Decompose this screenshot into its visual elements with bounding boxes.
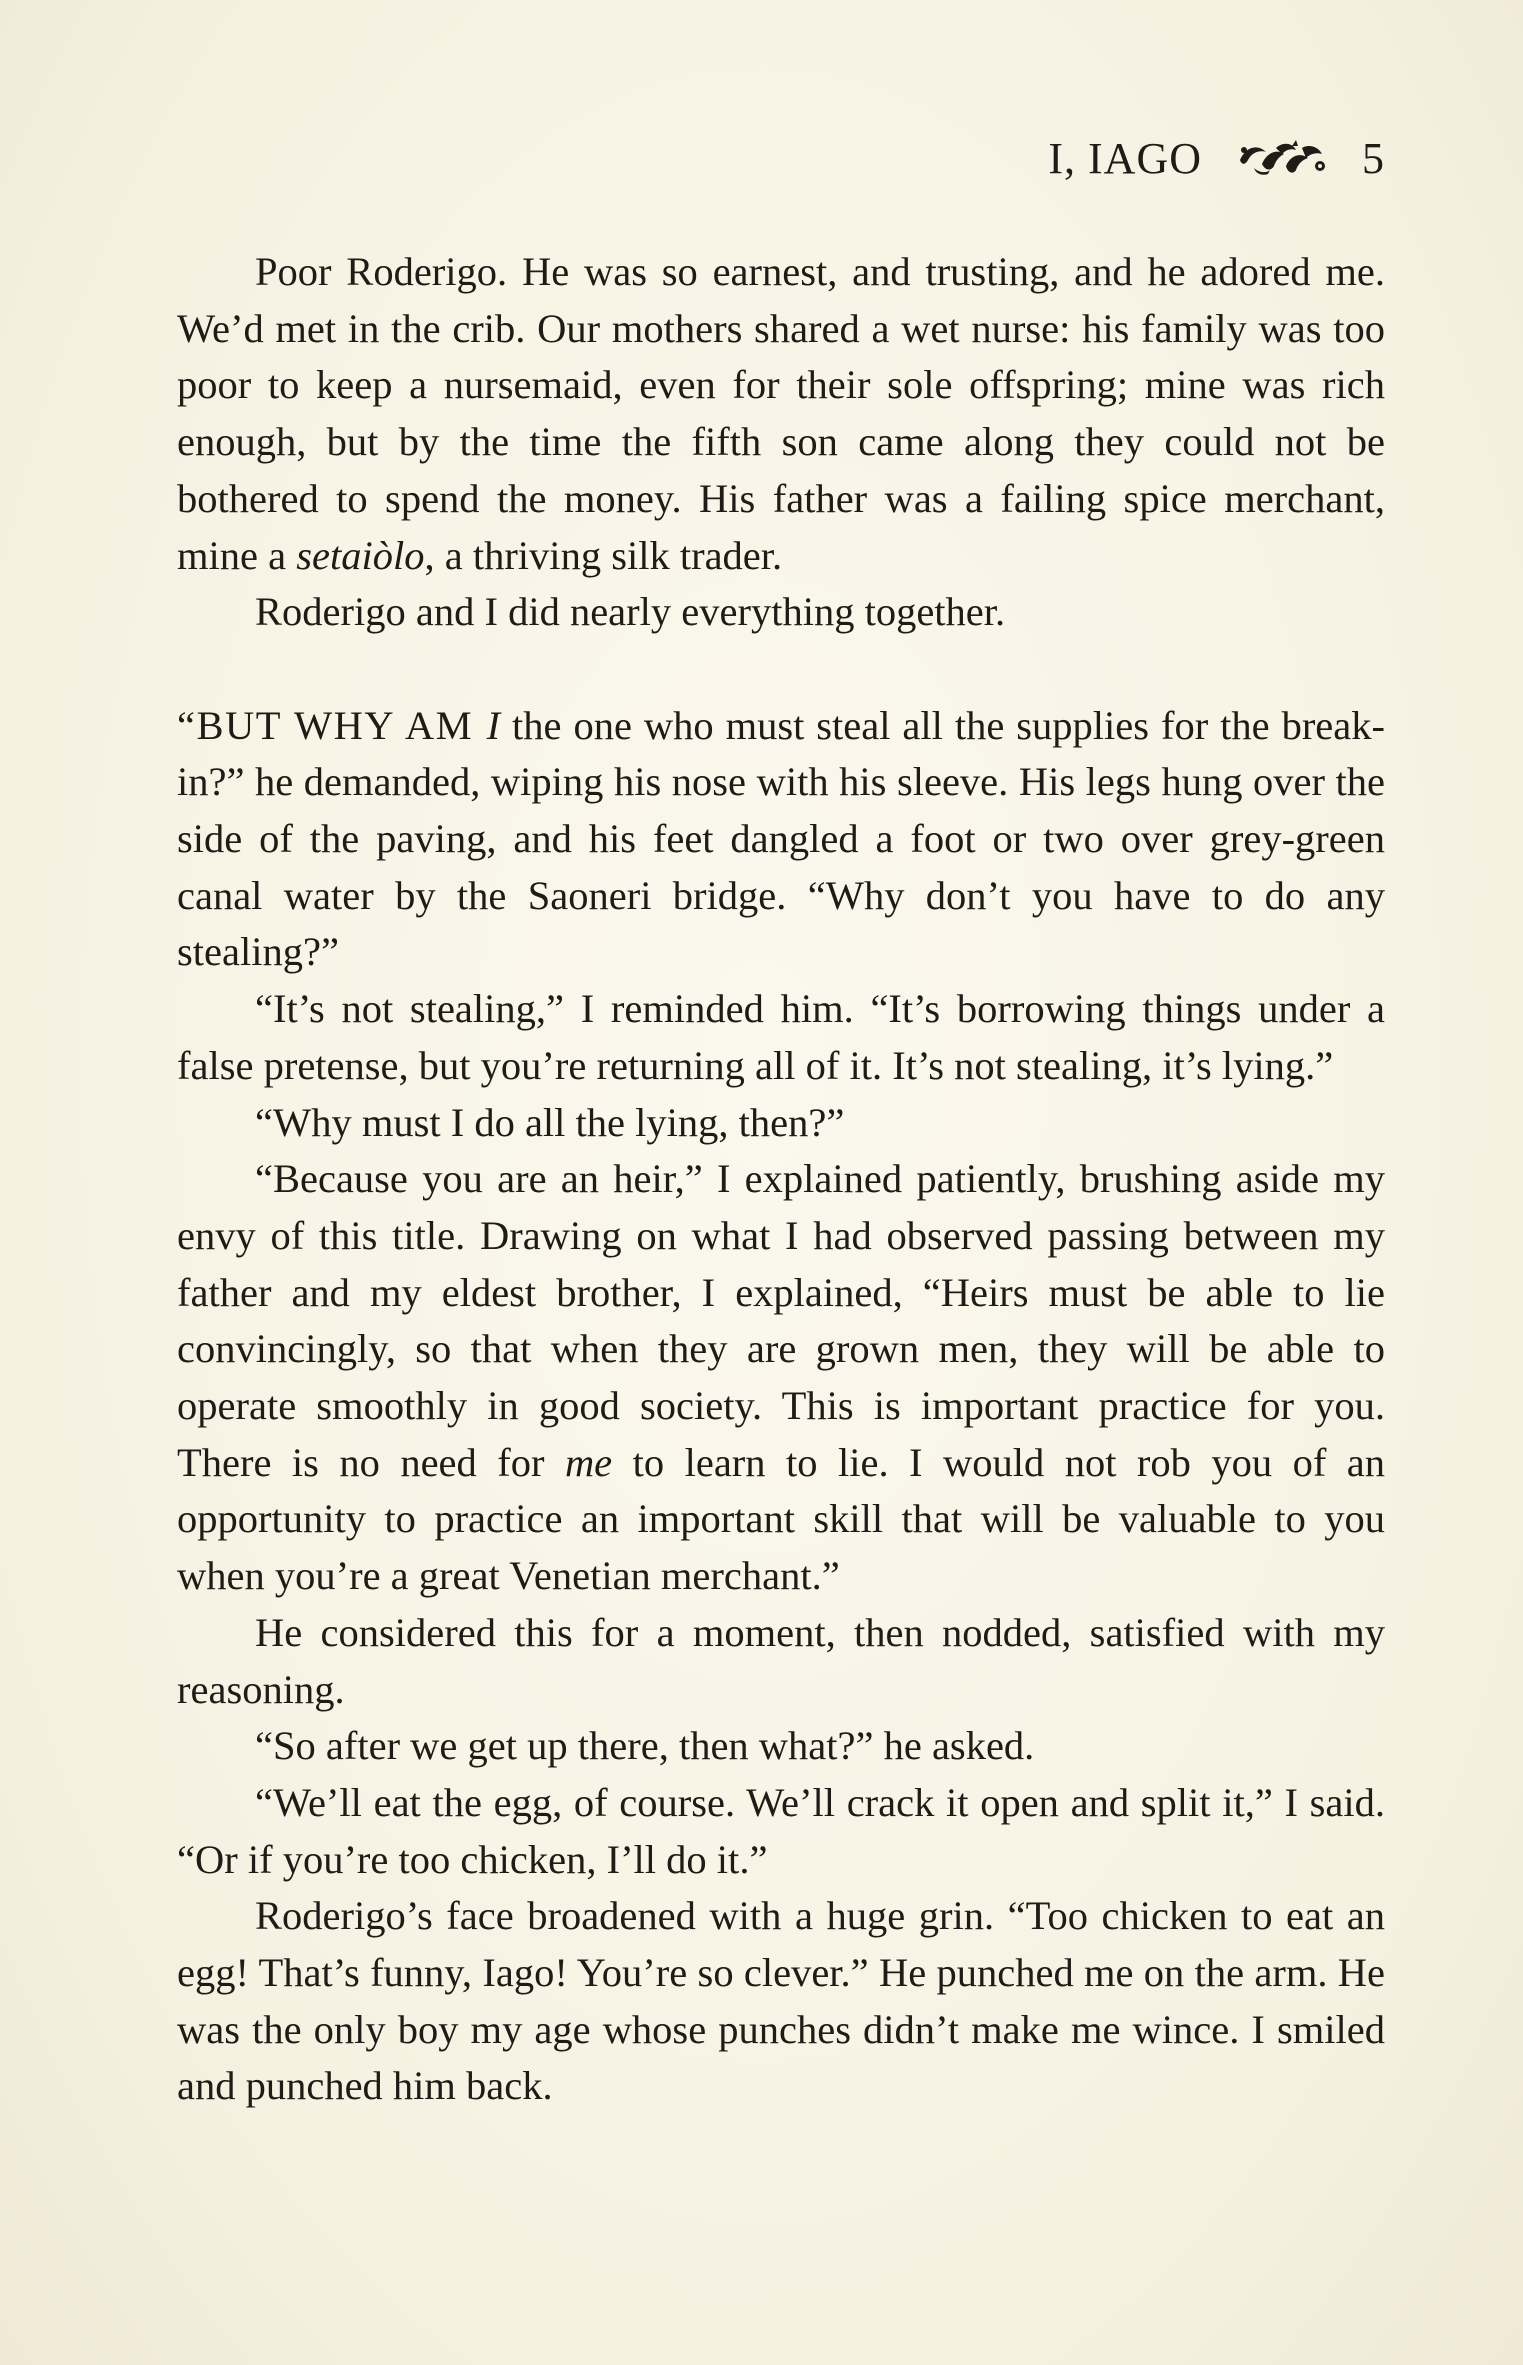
paragraph-6: “Because you are an heir,” I explained patiently, brushing aside my envy of this title. Drawing on what I had observed passing between my father and my eldest brother, I explained, “Heirs must be able to lie convincingly, so that when they are grown men, they will be able to operate smoothly in good society. This is important practice for you. There is no need for me to learn to lie. I would not rob you of an opportunity to practice an important skill that will be valuable to you when you’re a great Venetian merchant.” xyxy=(177,1156,1385,1599)
running-title: I, IAGO xyxy=(1048,133,1202,183)
italic-term: setaiòlo xyxy=(296,532,425,578)
paragraph-2: Roderigo and I did nearly everything together. xyxy=(255,589,1006,635)
running-head xyxy=(1048,128,1385,188)
italic-emphasis: I xyxy=(486,702,501,748)
paragraph-8: “So after we get up there, then what?” he asked. xyxy=(255,1723,1035,1769)
section-opening-smallcaps: “BUT WHY AM xyxy=(177,702,487,748)
fleuron-ornament-icon xyxy=(1236,138,1328,178)
body-text xyxy=(177,244,1385,2115)
italic-emphasis: me xyxy=(564,1439,613,1485)
paragraph-10: Roderigo’s face broadened with a huge grin. “Too chicken to eat an egg! That’s funny, Iago! You’re so clever.” He punched me on the arm. He was the only boy my age whose punches didn’t make me wince. I smiled and punched him back. xyxy=(177,1893,1385,2109)
paragraph-3: “BUT WHY AM I the one who must steal all the supplies for the break-in?” he demanded, wiping his nose with his sleeve. His legs hung over the side of the paving, and his feet dangled a foot or two over grey-green canal water by the Saoneri bridge. “Why don’t you have to do any stealing?” xyxy=(177,702,1385,975)
paragraph-5: “Why must I do all the lying, then?” xyxy=(255,1099,845,1145)
page-number: 5 xyxy=(1362,133,1385,183)
paragraph-4: “It’s not stealing,” I reminded him. “It’s borrowing things under a false pretense, but you’re returning all of it. It’s not stealing, it’s lying.” xyxy=(177,986,1385,1088)
paragraph-9: “We’ll eat the egg, of course. We’ll crack it open and split it,” I said. “Or if you’re too chicken, I’ll do it.” xyxy=(177,1779,1385,1882)
paragraph-7: He considered this for a moment, then nodded, satisfied with my reasoning. xyxy=(177,1609,1385,1712)
paragraph-1: Poor Roderigo. He was so earnest, and trusting, and he adored me. We’d met in the crib. Our mothers shared a wet nurse: his family was too poor to keep a nursemaid, even for their sole offspring; mine was rich enough, but by the time the fifth son came along they could not be bothered to spend the money. His father was a failing spice merchant, mine a setaiòlo, a thriving silk trader. xyxy=(177,249,1385,578)
